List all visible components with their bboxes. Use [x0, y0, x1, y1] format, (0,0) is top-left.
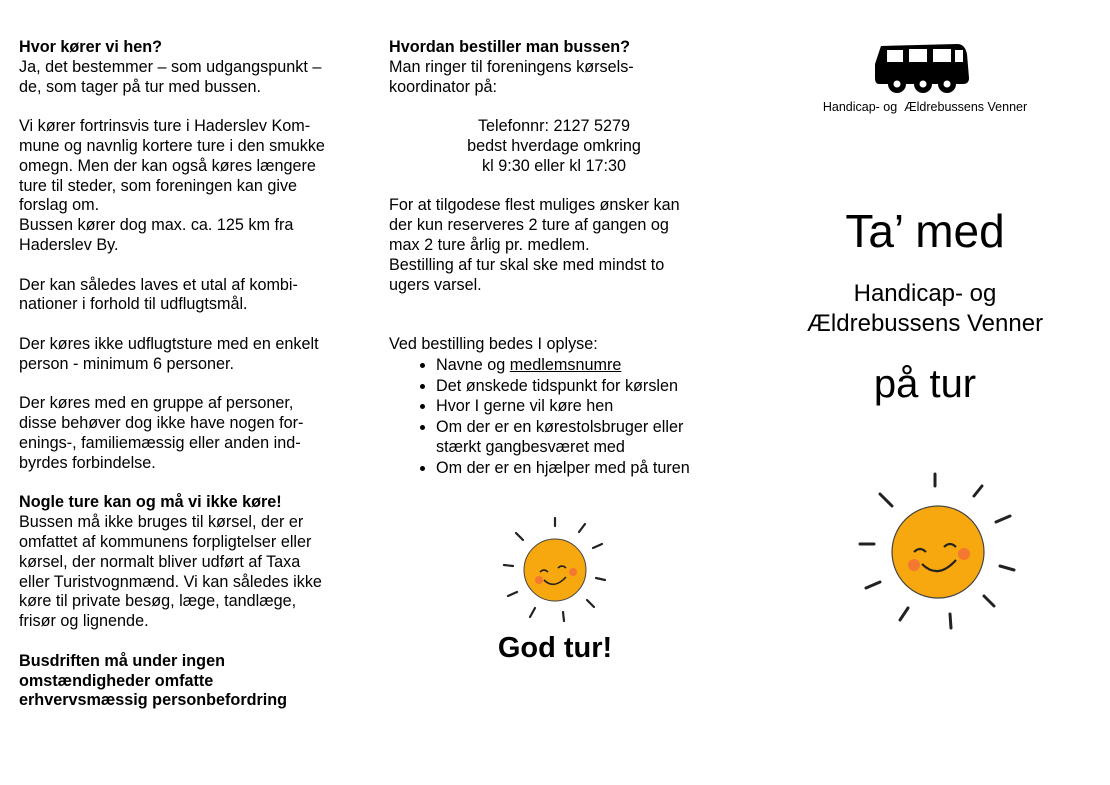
text-line: For at tilgodese flest muliges ønsker kan [389, 196, 680, 215]
text-line: Man ringer til foreningens kørsels- [389, 57, 634, 76]
text-line: de, som tager på tur med bussen. [19, 77, 262, 96]
text-line: omfattet af kommunens forpligtelser eller [19, 532, 312, 551]
text-line: Bestilling af tur skal ske med mindst to [389, 255, 665, 274]
text-line: koordinator på: [389, 77, 497, 96]
heading-where: Hvor kører vi hen? [19, 38, 163, 56]
list-item: • Det ønskede tidspunkt for kørslen [436, 377, 719, 397]
text-line: person - minimum 6 personer. [19, 354, 235, 373]
list-intro: Ved bestilling bedes I oplyse: [389, 334, 598, 353]
notice-line: Busdriften må under ingen [19, 651, 225, 670]
sun-icon [858, 472, 1018, 632]
text-line: der kun reserveres 2 ture af gangen og [389, 216, 669, 235]
list-item: • Om der er en kørestolsbruger eller stærkt gangbesværet med [436, 418, 719, 458]
phone-number: Telefonnr: 2127 5279 [477, 117, 631, 136]
notice-line: omstændigheder omfatte [19, 671, 214, 690]
text-line: Der køres ikke udflugtsture med en enkelt [19, 334, 319, 353]
text-line: nationer i forhold til udflugtsmål. [19, 295, 248, 314]
panel-left [19, 38, 349, 711]
member-number-text: medlemsnumre [509, 355, 622, 374]
list-item: • Om der er en hjælper med på turen [436, 459, 719, 479]
cover-title: Ta’ med [845, 205, 1005, 257]
text-line: bedst hverdage omkring [467, 136, 641, 155]
panel-middle [389, 38, 719, 479]
text-line: ture til steder, som foreningen kan give [19, 176, 298, 195]
notice-line: erhvervsmæssig personbefordring [19, 691, 288, 710]
text-line: Ja, det bestemmer – som udgangspunkt – [19, 57, 322, 76]
text-line: disse behøver dog ikke have nogen for- [19, 414, 304, 433]
text-line: frisør og lignende. [19, 612, 149, 631]
text-line: kl 9:30 eller kl 17:30 [482, 156, 626, 175]
text-line: Vi kører fortrinsvis ture i Haderslev Kom- [19, 117, 311, 136]
heading-how-to-book: Hvordan bestiller man bussen? [389, 38, 631, 56]
cover-org-name: Handicap- og Ældrebussens Venner [806, 280, 1044, 337]
org-name-small: Handicap- og Ældrebussens Venner [822, 100, 1028, 114]
text-line: enings-, familiemæssig eller anden ind- [19, 433, 301, 452]
text-line: omegn. Men der kan også køres længere [19, 156, 316, 175]
list-item: • Navne og medlemsnumre [436, 356, 719, 376]
text-line: ugers varsel. [389, 275, 482, 294]
booking-info-list [389, 356, 719, 479]
text-line: forslag om. [19, 196, 100, 215]
list-item: • Hvor I gerne vil køre hen [436, 397, 719, 417]
text-line: kørsel, der normalt bliver udført af Taxa [19, 552, 301, 571]
closing-text: God tur! [497, 632, 613, 664]
sun-icon [500, 515, 610, 625]
text-line: Haderslev By. [19, 235, 119, 254]
text-line: Der kan således laves et utal af kombi- [19, 275, 298, 294]
text-line: Der køres med en gruppe af personer, [19, 394, 294, 413]
text-line: mune og navnlig kortere ture i den smukke [19, 136, 325, 155]
heading-restrictions: Nogle ture kan og må vi ikke køre! [19, 493, 282, 512]
text-line: køre til private besøg, læge, tandlæge, [19, 592, 297, 611]
text-line: eller Turistvognmænd. Vi kan således ikke [19, 572, 322, 591]
text-line: Bussen må ikke bruges til kørsel, der er [19, 513, 304, 532]
text-line: byrdes forbindelse. [19, 453, 156, 472]
text-line: Bussen kører dog max. ca. 125 km fra [19, 216, 294, 235]
bus-icon [873, 40, 970, 94]
text-line: max 2 ture årlig pr. medlem. [389, 235, 590, 254]
cover-subtitle: på tur [873, 362, 977, 406]
